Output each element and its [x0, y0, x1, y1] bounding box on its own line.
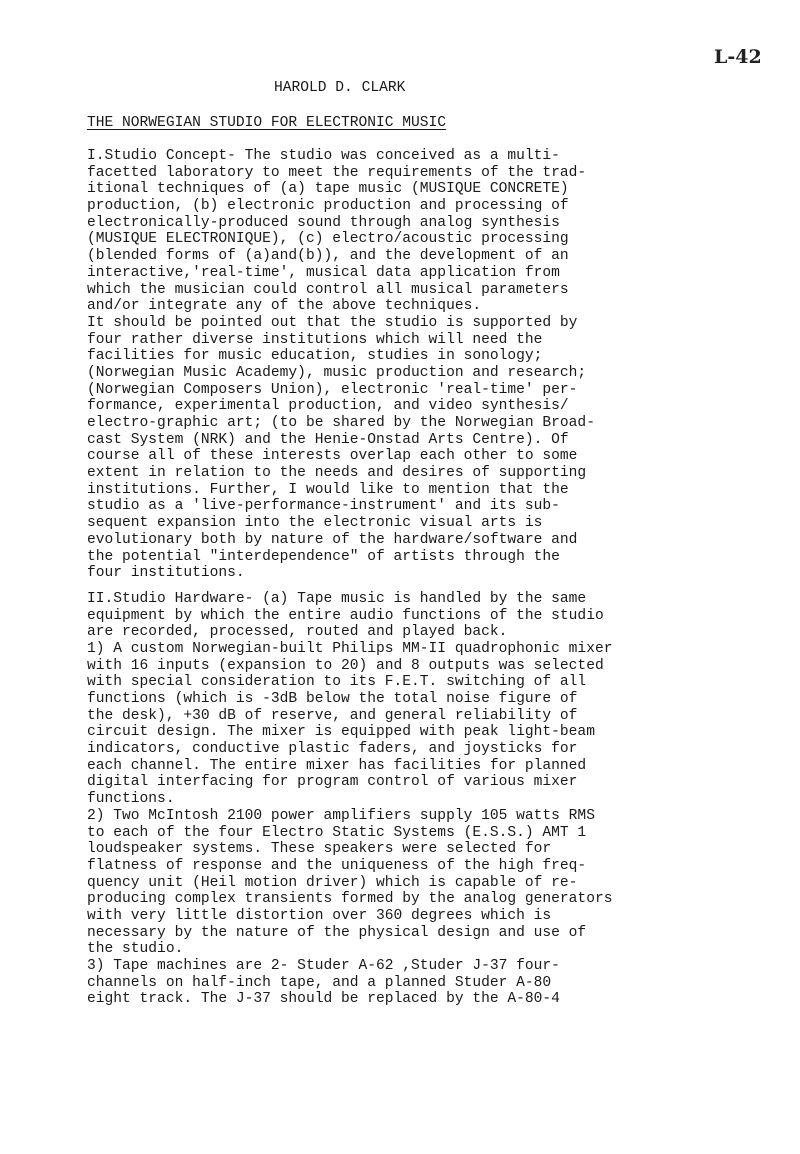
text-line: production, (b) electronic production and processing of	[87, 198, 569, 215]
text-line: itional techniques of (a) tape music (MUSIQUE CONCRETE)	[87, 181, 569, 198]
text-line: loudspeaker systems. These speakers were selected for	[87, 841, 552, 858]
text-line: functions.	[87, 791, 175, 808]
text-line: indicators, conductive plastic faders, and joysticks for	[87, 741, 578, 758]
text-line: interactive,'real-time', musical data application from	[87, 264, 560, 281]
paragraph-gap	[87, 582, 707, 591]
text-line: eight track. The J-37 should be replaced by the A-80-4	[87, 991, 560, 1008]
text-line: facetted laboratory to meet the requirements of the trad-	[87, 164, 587, 181]
text-line: with very little distortion over 360 degrees which is	[87, 907, 552, 924]
text-line: studio as a 'live-performance-instrument' and its sub-	[87, 498, 560, 515]
page-number: L-42	[714, 46, 762, 68]
text-line: (MUSIQUE ELECTRONIQUE), (c) electro/acoustic processing	[87, 231, 569, 248]
text-line: sequent expansion into the electronic visual arts is	[87, 515, 543, 532]
document-title: THE NORWEGIAN STUDIO FOR ELECTRONIC MUSIC	[87, 115, 447, 131]
text-line: I.Studio Concept- The studio was conceived as a multi-	[87, 148, 560, 164]
text-line: facilities for music education, studies in sonology;	[87, 348, 543, 365]
text-line: necessary by the nature of the physical design and use of	[87, 924, 587, 941]
text-line: 1) A custom Norwegian-built Philips MM-II quadrophonic mixer	[87, 640, 613, 657]
text-line: equipment by which the entire audio functions of the studio	[87, 607, 604, 624]
text-line: are recorded, processed, routed and played back.	[87, 624, 508, 641]
text-line: formance, experimental production, and video synthesis/	[87, 398, 569, 415]
text-line: It should be pointed out that the studio is supported by	[87, 314, 578, 331]
text-line: extent in relation to the needs and desires of supporting	[87, 465, 587, 482]
text-line: four institutions.	[87, 565, 245, 582]
text-line: II.Studio Hardware- (a) Tape music is handled by the same	[87, 590, 587, 607]
body-text	[87, 148, 707, 1008]
text-line: the desk), +30 dB of reserve, and general reliability of	[87, 707, 578, 724]
text-line: and/or integrate any of the above techniques.	[87, 298, 482, 315]
text-line: flatness of response and the uniqueness of the high freq-	[87, 857, 587, 874]
text-line: cast System (NRK) and the Henie-Onstad Arts Centre). Of	[87, 431, 569, 448]
text-line: (Norwegian Composers Union), electronic 'real-time' per-	[87, 381, 578, 398]
text-line: quency unit (Heil motion driver) which is capable of re-	[87, 874, 578, 891]
text-line: 3) Tape machines are 2- Studer A-62 ,Studer J-37 four-	[87, 958, 560, 974]
author-name: HAROLD D. CLARK	[274, 80, 406, 96]
text-line: the potential "interdependence" of artists through the	[87, 548, 560, 565]
section-studio-hardware	[87, 591, 707, 1008]
text-line: four rather diverse institutions which will need the	[87, 331, 543, 348]
text-line: digital interfacing for program control of various mixer	[87, 774, 578, 791]
text-line: (Norwegian Music Academy), music production and research;	[87, 364, 587, 381]
section-studio-concept	[87, 148, 707, 582]
text-line: with special consideration to its F.E.T. switching of all	[87, 674, 587, 691]
text-line: 2) Two McIntosh 2100 power amplifiers supply 105 watts RMS	[87, 807, 595, 824]
text-line: course all of these interests overlap each other to some	[87, 448, 578, 465]
text-line: each channel. The entire mixer has facilities for planned	[87, 757, 587, 774]
text-line: electronically-produced sound through analog synthesis	[87, 214, 560, 231]
text-line: the studio.	[87, 941, 184, 958]
text-line: with 16 inputs (expansion to 20) and 8 outputs was selected	[87, 657, 604, 674]
text-line: circuit design. The mixer is equipped with peak light-beam	[87, 724, 595, 741]
text-line: (blended forms of (a)and(b)), and the development of an	[87, 248, 569, 265]
text-line: channels on half-inch tape, and a planned Studer A-80	[87, 974, 552, 991]
text-line: electro-graphic art; (to be shared by the Norwegian Broad-	[87, 415, 595, 431]
text-line: institutions. Further, I would like to mention that the	[87, 481, 569, 498]
text-line: functions (which is -3dB below the total noise figure of	[87, 691, 578, 707]
text-line: which the musician could control all musical parameters	[87, 281, 569, 298]
text-line: producing complex transients formed by the analog generators	[87, 891, 613, 908]
text-line: evolutionary both by nature of the hardware/software and	[87, 531, 578, 548]
text-line: to each of the four Electro Static Systems (E.S.S.) AMT 1	[87, 824, 587, 841]
